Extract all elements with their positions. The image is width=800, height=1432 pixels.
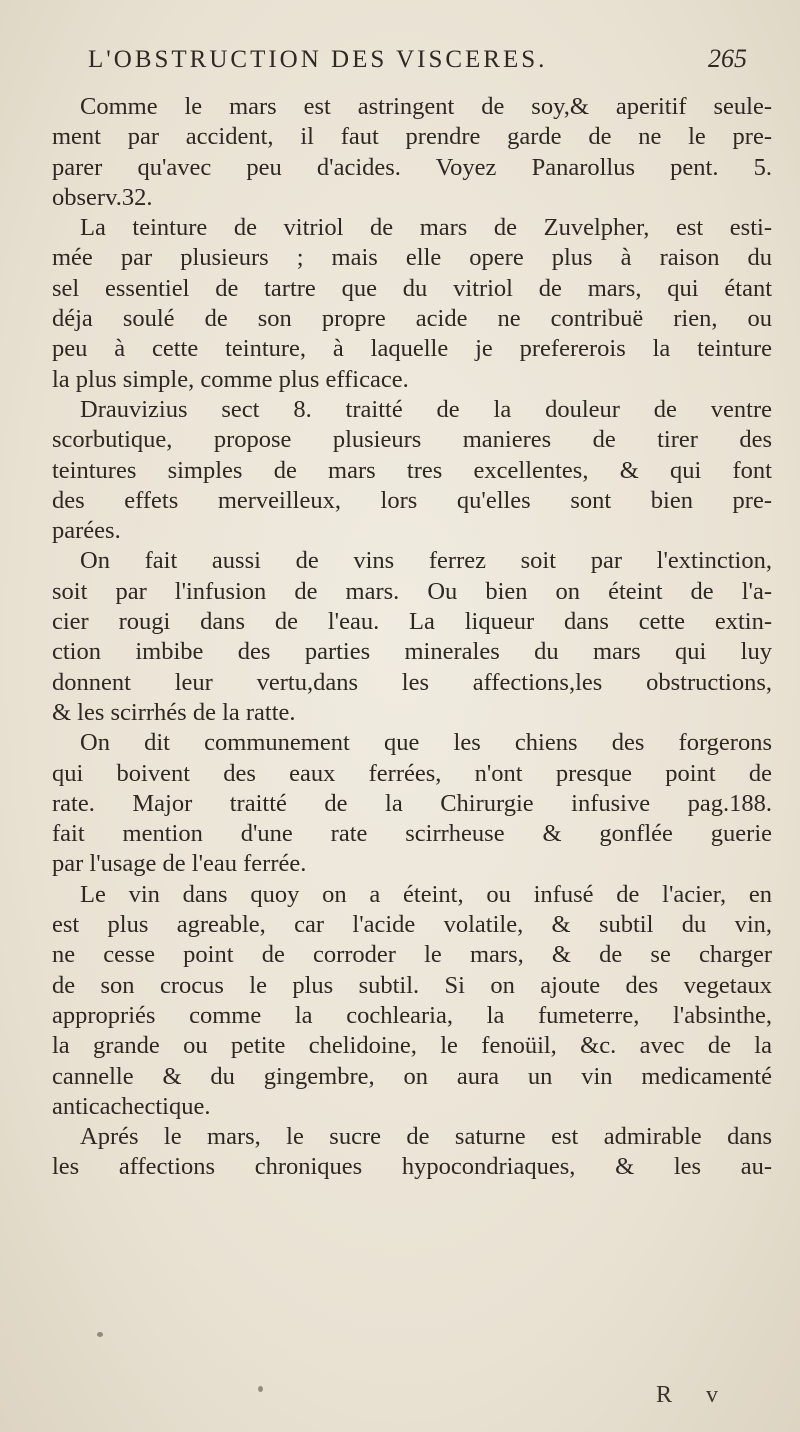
text-line: parées.	[52, 517, 121, 545]
text-line: scorbutique, propose plusieurs manieres de tirer des	[52, 426, 772, 454]
text-line: ment par accident, il faut prendre garde de ne le pre-	[52, 123, 772, 151]
text-line: donnent leur vertu,dans les affections,les obstructions,	[52, 668, 772, 696]
text-line: la grande ou petite chelidoine, le fenoüil, &c. avec de la	[52, 1032, 772, 1060]
text-line: mée par plusieurs ; mais elle opere plus à raison du	[52, 244, 772, 272]
text-line: par l'usage de l'eau ferrée.	[52, 850, 307, 878]
text-line: peu à cette teinture, à laquelle je prefererois la teinture	[52, 335, 772, 363]
ink-spot	[258, 1386, 263, 1392]
text-line: cannelle & du gingembre, on aura un vin medicamenté	[52, 1062, 772, 1090]
text-line: est plus agreable, car l'acide volatile, & subtil du vin,	[52, 911, 772, 939]
text-line: On dit communement que les chiens des forgerons	[80, 729, 772, 757]
text-line: On fait aussi de vins ferrez soit par l'extinction,	[80, 547, 772, 575]
text-line: appropriés comme la cochlearia, la fumeterre, l'absinthe,	[52, 1001, 772, 1029]
body-text	[52, 92, 772, 1183]
ink-spot	[97, 1332, 103, 1337]
text-line: Drauvizius sect 8. traitté de la douleur de ventre	[80, 395, 772, 423]
page-footer	[0, 1382, 800, 1418]
text-line: Aprés le mars, le sucre de saturne est admirable dans	[80, 1123, 772, 1151]
text-line: ction imbibe des parties minerales du mars qui luy	[52, 638, 772, 666]
text-line: rate. Major traitté de la Chirurgie infusive pag.188.	[52, 789, 772, 817]
text-line: observ.32.	[52, 183, 153, 211]
text-line: & les scirrhés de la ratte.	[52, 698, 296, 726]
text-line: Le vin dans quoy on a éteint, ou infusé de l'acier, en	[80, 880, 772, 908]
text-line: cier rougi dans de l'eau. La liqueur dans cette extin-	[52, 608, 772, 636]
text-line: parer qu'avec peu d'acides. Voyez Panarollus pent. 5.	[52, 153, 772, 181]
text-line: des effets merveilleux, lors qu'elles sont bien pre-	[52, 486, 772, 514]
page-header	[0, 40, 800, 90]
text-line: de son crocus le plus subtil. Si on ajoute des vegetaux	[52, 971, 772, 999]
text-line: ne cesse point de corroder le mars, & de se charger	[52, 941, 772, 969]
text-line: sel essentiel de tartre que du vitriol de mars, qui étant	[52, 274, 772, 302]
text-line: La teinture de vitriol de mars de Zuvelpher, est esti-	[80, 214, 772, 242]
text-line: Comme le mars est astringent de soy,& aperitif seule-	[80, 93, 772, 120]
text-line: déja soulé de son propre acide ne contribuë rien, ou	[52, 305, 772, 333]
text-line: soit par l'infusion de mars. Ou bien on éteint de l'a-	[52, 577, 772, 605]
signature-mark: R v	[656, 1382, 733, 1408]
running-head: L'OBSTRUCTION DES VISCERES.	[88, 46, 548, 73]
text-line: les affections chroniques hypocondriaques, & les au-	[52, 1153, 772, 1181]
text-line: qui boivent des eaux ferrées, n'ont presque point de	[52, 759, 772, 787]
page-number: 265	[708, 44, 747, 73]
text-line: teintures simples de mars tres excellentes, & qui font	[52, 456, 772, 484]
text-line: la plus simple, comme plus efficace.	[52, 365, 409, 393]
text-line: anticachectique.	[52, 1092, 211, 1120]
text-line: fait mention d'une rate scirrheuse & gonflée guerie	[52, 820, 772, 848]
